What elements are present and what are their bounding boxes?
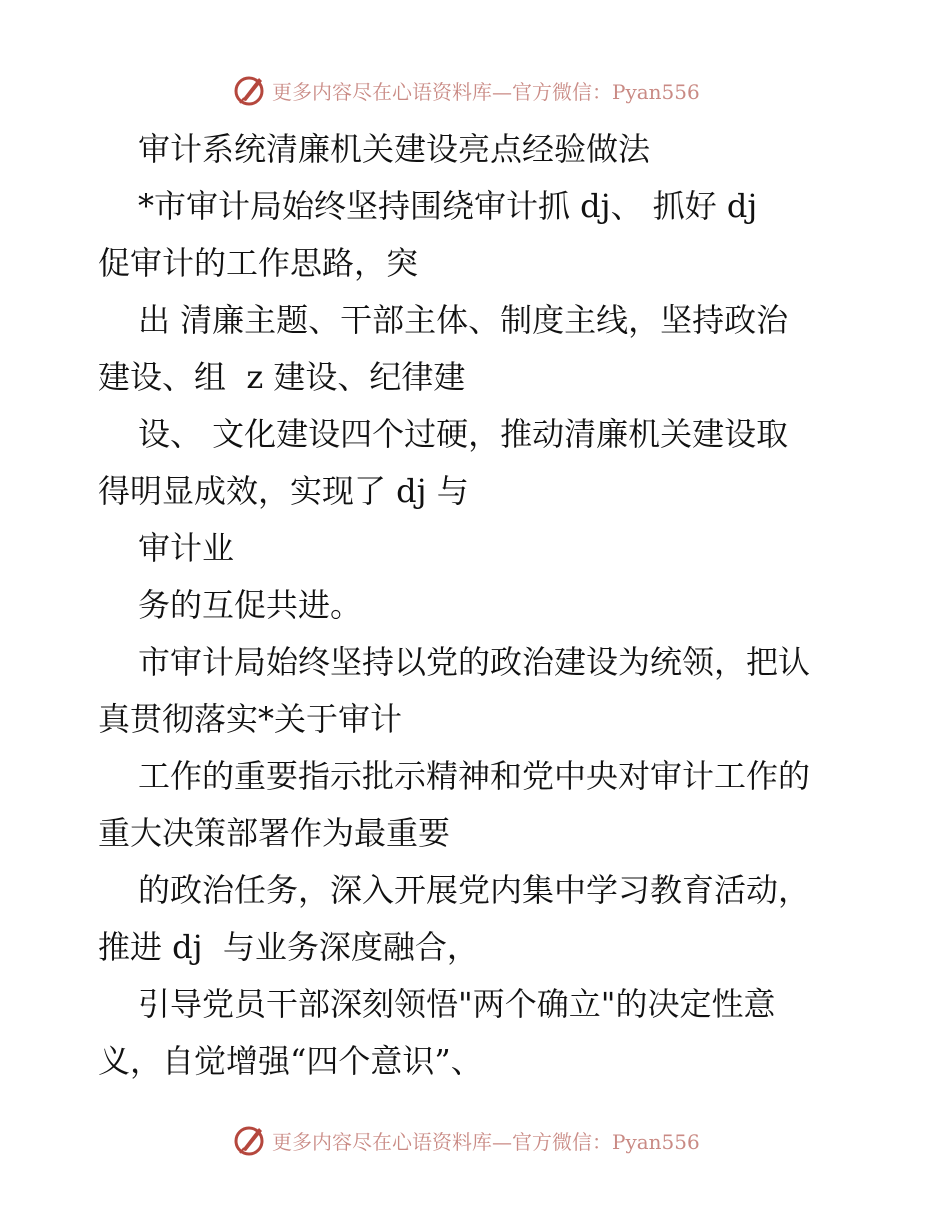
- text-line: 得明显成效，实现了 dj 与: [98, 472, 469, 510]
- watermark-text: 更多内容尽在心语资料库—官方微信：Pyan556: [272, 79, 700, 104]
- text-line: 审计业: [138, 529, 235, 567]
- text-line: 引导党员干部深刻领悟"两个确立"的决定性意: [138, 985, 776, 1023]
- text-line: 市审计局始终坚持以党的政治建设为统领，把认: [138, 643, 811, 681]
- text-line: 建设、组 z 建设、纪律建: [98, 358, 466, 396]
- text-line: 工作的重要指示批示精神和党中央对审计工作的: [138, 757, 811, 795]
- watermark-header: [232, 70, 700, 110]
- text-line: 的政治任务，深入开展党内集中学习教育活动，: [138, 871, 811, 909]
- text-line: 设、 文化建设四个过硬，推动清廉机关建设取: [138, 415, 789, 453]
- text-line: 务的互促共进。: [138, 586, 363, 624]
- quill-logo-icon: [232, 72, 268, 108]
- watermark-text: 更多内容尽在心语资料库—官方微信：Pyan556: [272, 1129, 700, 1154]
- text-line: 促审计的工作思路，突: [98, 244, 419, 282]
- text-line: 义，自觉增强“四个意识”、: [98, 1042, 483, 1080]
- text-line: 推进 dj 与业务深度融合，: [98, 928, 479, 966]
- quill-logo-icon: [232, 1122, 268, 1158]
- document-body: [98, 121, 858, 1090]
- text-line: 真贯彻落实*关于审计: [98, 700, 403, 738]
- text-line: 重大决策部署作为最重要: [98, 814, 451, 852]
- text-line: 审计系统清廉机关建设亮点经验做法: [138, 130, 651, 168]
- watermark-footer: [232, 1120, 700, 1160]
- text-line: 出 清廉主题、干部主体、制度主线，坚持政治: [138, 301, 789, 339]
- text-line: *市审计局始终坚持围绕审计抓 dj、 抓好 dj: [138, 187, 758, 225]
